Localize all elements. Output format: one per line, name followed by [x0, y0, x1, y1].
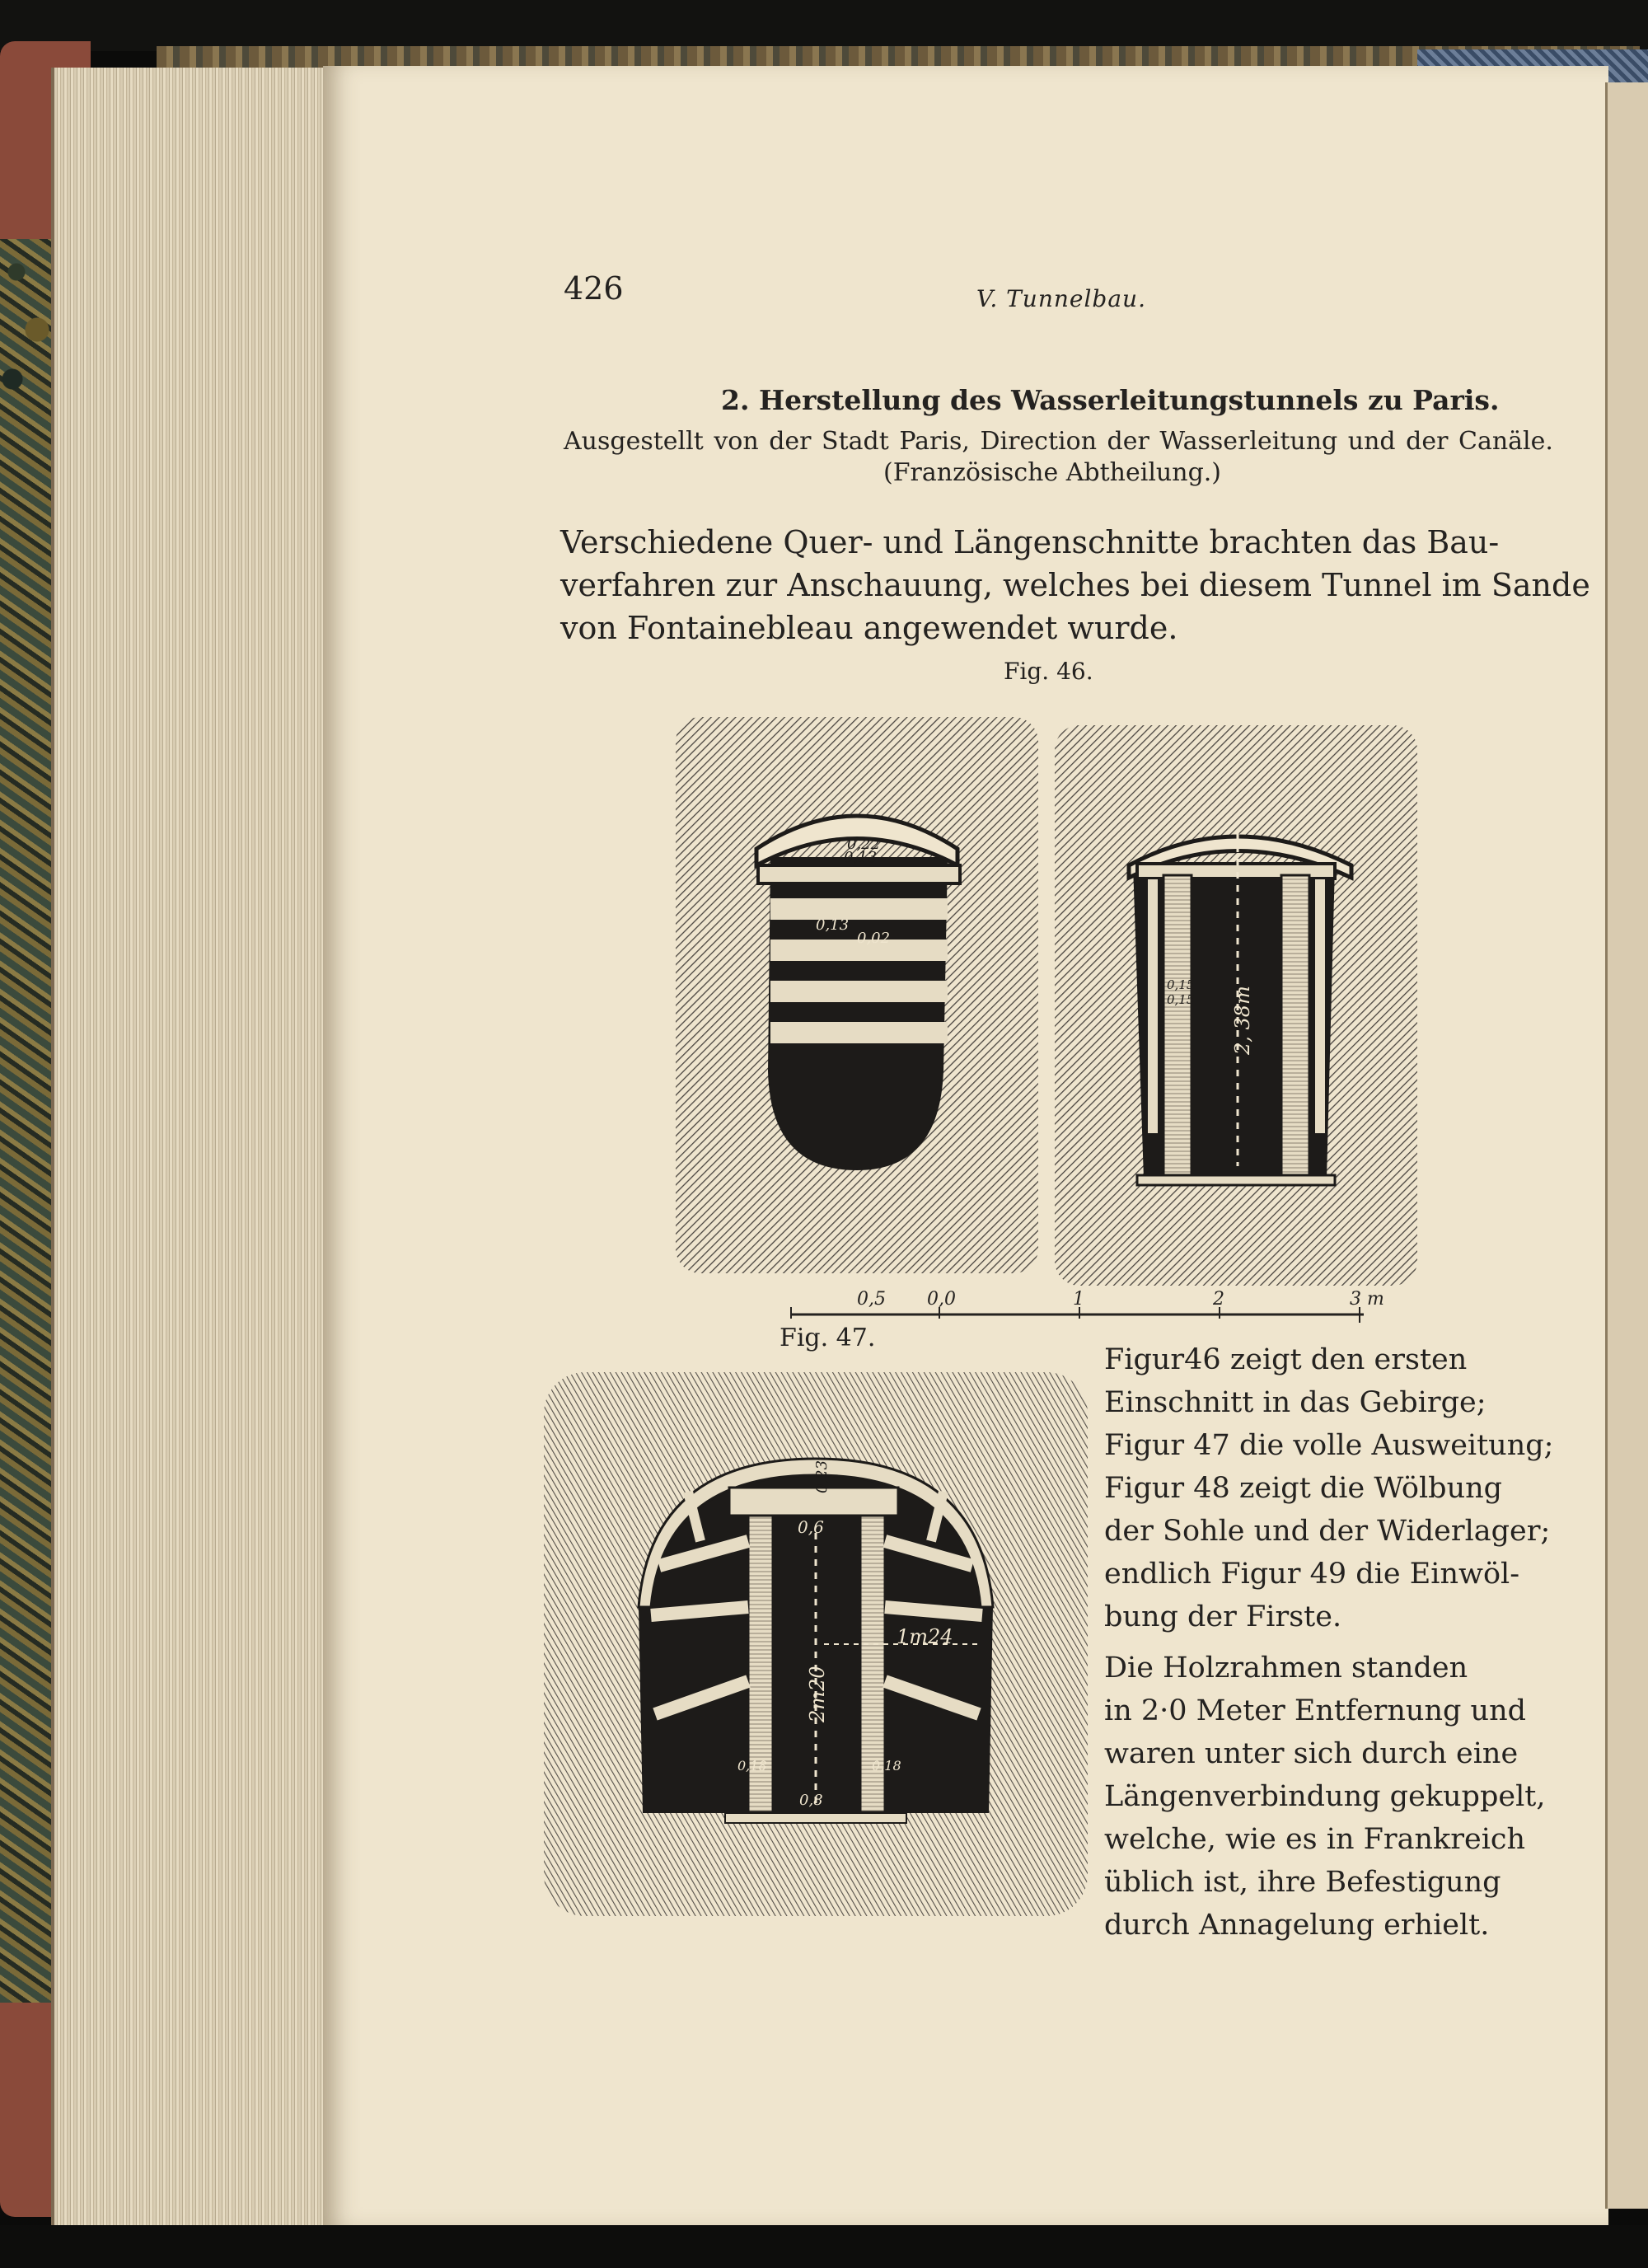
scale-label: 2: [1213, 1289, 1224, 1310]
figure-46-longitudinal-section: [1055, 725, 1417, 1286]
strut: [770, 981, 948, 1002]
scale-label: 0,5: [857, 1289, 886, 1310]
dimension-label: 0,22: [847, 836, 881, 853]
body-line: endlich Figur 49 die Einwöl-: [1104, 1558, 1520, 1591]
body-line: üblich ist, ihre Befestigung: [1104, 1866, 1501, 1899]
sill: [725, 1813, 906, 1823]
raking-strut: [651, 1607, 748, 1615]
section-subtitle: Ausgestellt von der Stadt Paris, Direction der Wasserleitung und der Canäle.: [564, 427, 1553, 456]
cap-beam: [758, 865, 960, 883]
body-line: Längenverbindung gekuppelt,: [1104, 1780, 1546, 1813]
height-dimension-label: 2, 38m: [1231, 986, 1254, 1055]
body-line: durch Annagelung erhielt.: [1104, 1909, 1490, 1942]
figure-46-cross-section: [676, 717, 1038, 1273]
dimension-label: 0,18: [737, 1758, 767, 1774]
section-subtitle-division: (Französische Abtheilung.): [883, 458, 1222, 487]
body-line: Figur 47 die volle Ausweitung;: [1104, 1429, 1554, 1462]
dimension-label: 0,13: [816, 916, 850, 934]
intro-line: Verschiedene Quer- und Längenschnitte brachten das Bau-: [560, 524, 1500, 560]
figure-46-caption: Fig. 46.: [1004, 658, 1093, 685]
dimension-label: 2m20: [806, 1666, 829, 1722]
scale-label: 3 m: [1350, 1289, 1384, 1310]
section-heading: 2. Herstellung des Wasserleitungstunnels zu Paris.: [721, 384, 1500, 416]
right-post: [1281, 875, 1309, 1180]
body-line: Figur46 zeigt den ersten: [1104, 1343, 1468, 1376]
dimension-label: 1m24: [897, 1625, 953, 1648]
left-post: [1163, 875, 1195, 1180]
body-line: bung der Firste.: [1104, 1600, 1342, 1633]
figure-47-caption: Fig. 47.: [780, 1324, 876, 1352]
side-lagging: [1314, 879, 1326, 1134]
strut: [770, 1022, 948, 1043]
dimension-label: 0,18: [872, 1758, 901, 1774]
dimension-label: 0,15: [1167, 992, 1195, 1007]
dimension-label: 0,02: [857, 930, 891, 947]
raking-strut: [885, 1607, 982, 1615]
running-head: V. Tunnelbau.: [976, 285, 1146, 312]
intro-line: verfahren zur Anschauung, welches bei diesem Tunnel im Sande: [560, 567, 1590, 603]
body-line: Die Holzrahmen standen: [1104, 1652, 1468, 1685]
dimension-label: 0,8: [799, 1792, 823, 1809]
page-number: 426: [564, 270, 624, 307]
dimension-label: 0,23: [813, 1460, 831, 1493]
body-line: Figur 48 zeigt die Wölbung: [1104, 1472, 1503, 1505]
strut: [770, 898, 948, 920]
dimension-label: 0,13: [844, 849, 878, 866]
intro-line: von Fontainebleau angewendet wurde.: [560, 610, 1178, 646]
sill: [1137, 1175, 1335, 1185]
scale-label: 0,0: [927, 1289, 956, 1310]
side-lagging: [1147, 879, 1159, 1134]
scale-label: 1: [1073, 1289, 1084, 1310]
body-line: welche, wie es in Frankreich: [1104, 1823, 1526, 1856]
dimension-label: 0,15: [1167, 977, 1195, 992]
dimension-label: 0,6: [798, 1517, 824, 1537]
body-line: Einschnitt in das Gebirge;: [1104, 1386, 1486, 1419]
scale-bar: [791, 1289, 1384, 1323]
body-line: der Sohle und der Widerlager;: [1104, 1515, 1551, 1548]
figure-47-full-excavation: [544, 1372, 1088, 1916]
body-line: in 2·0 Meter Entfernung und: [1104, 1694, 1527, 1727]
body-line: waren unter sich durch eine: [1104, 1737, 1519, 1770]
